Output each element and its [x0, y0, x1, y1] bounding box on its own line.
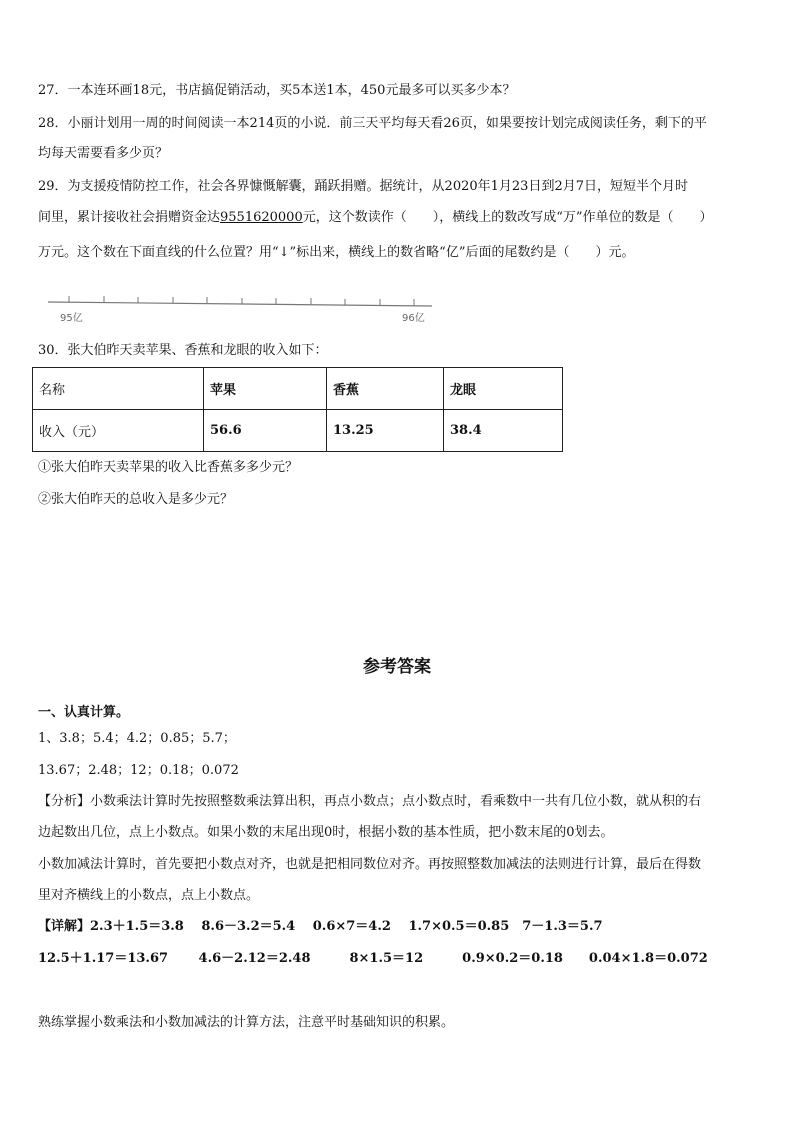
- question-29-line2-pre: 间里，累计接收社会捐赠资金达: [38, 210, 221, 225]
- value-apple: 56.6: [204, 410, 327, 452]
- table-row-income: [33, 410, 563, 452]
- table-header-row: [33, 368, 563, 410]
- number-line-axis: [48, 302, 432, 306]
- value-longan: 38.4: [444, 410, 563, 452]
- answers-section1: 一、认真计算。: [38, 705, 130, 720]
- analysis-line2: 边起数出几位，点上小数点。如果小数的末尾出现0时，根据小数的基本性质，把小数末尾的0划去。: [38, 825, 614, 840]
- answer-1-line1: 1、3.8；5.4；4.2；0.85；5.7；: [38, 731, 236, 746]
- question-29-line2-post: 元，这个数读作（ ），横线上的数改写成“万”作单位的数是（ ）: [302, 210, 713, 225]
- question-30-sub2: ②张大伯昨天的总收入是多少元？: [38, 492, 234, 507]
- detail-line1: 【详解】2.3＋1.5＝3.8 8.6－3.2＝5.4 0.6×7＝4.2 1.7×0.5＝0.85 7－1.3＝5.7: [38, 919, 603, 934]
- value-banana: 13.25: [327, 410, 444, 452]
- donation-amount: 9551620000: [220, 210, 303, 225]
- answers-title: 参考答案: [363, 657, 431, 677]
- question-30-sub1: ①张大伯昨天卖苹果的收入比香蕉多多少元？: [38, 460, 299, 475]
- question-28-line2: 均每天需要看多少页？: [38, 146, 169, 161]
- axis-label-95: 95亿: [60, 313, 83, 324]
- question-30-intro: 30．张大伯昨天卖苹果、香蕉和龙眼的收入如下：: [38, 343, 328, 358]
- number-line: [46, 290, 446, 326]
- answer-summary: 熟练掌握小数乘法和小数加减法的计算方法，注意平时基础知识的积累。: [38, 1015, 455, 1030]
- analysis-line4: 里对齐横线上的小数点，点上小数点。: [38, 888, 260, 903]
- answer-1-line2: 13.67；2.48；12；0.18；0.072: [38, 763, 239, 778]
- question-27: 27．一本连环画18元，书店搞促销活动，买5本送1本，450元最多可以买多少本？: [38, 83, 516, 98]
- header-banana: 香蕉: [327, 368, 444, 410]
- income-table: [32, 367, 563, 452]
- question-29-line1: 29．为支援疫情防控工作，社会各界慷慨解囊，踊跃捐赠。据统计，从2020年1月23日到2月7日，短短半个月时: [38, 179, 688, 194]
- analysis-line3: 小数加减法计算时，首先要把小数点对齐，也就是把相同数位对齐。再按照整数加减法的法则进行计算，最后在得数: [38, 857, 702, 872]
- header-apple: 苹果: [204, 368, 327, 410]
- analysis-line1: 【分析】小数乘法计算时先按照整数乘法算出积，再点小数点；点小数点时，看乘数中一共有几位小数，就从积的右: [38, 794, 702, 809]
- question-29-line3: 万元。这个数在下面直线的什么位置？用“↓”标出来，横线上的数省略“亿”后面的尾数约是（ ）元。: [38, 245, 635, 260]
- row-label-income: 收入（元）: [33, 410, 204, 452]
- header-name: 名称: [33, 368, 204, 410]
- header-longan: 龙眼: [444, 368, 563, 410]
- question-28-line1: 28．小丽计划用一周的时间阅读一本214页的小说．前三天平均每天看26页，如果要按计划完成阅读任务，剩下的平: [38, 116, 707, 131]
- detail-line2: 12.5＋1.17＝13.67 4.6－2.12＝2.48 8×1.5＝12 0.9×0.2＝0.18 0.04×1.8＝0.072: [38, 951, 708, 966]
- axis-label-96: 96亿: [402, 313, 425, 324]
- question-29-line2: [38, 209, 713, 227]
